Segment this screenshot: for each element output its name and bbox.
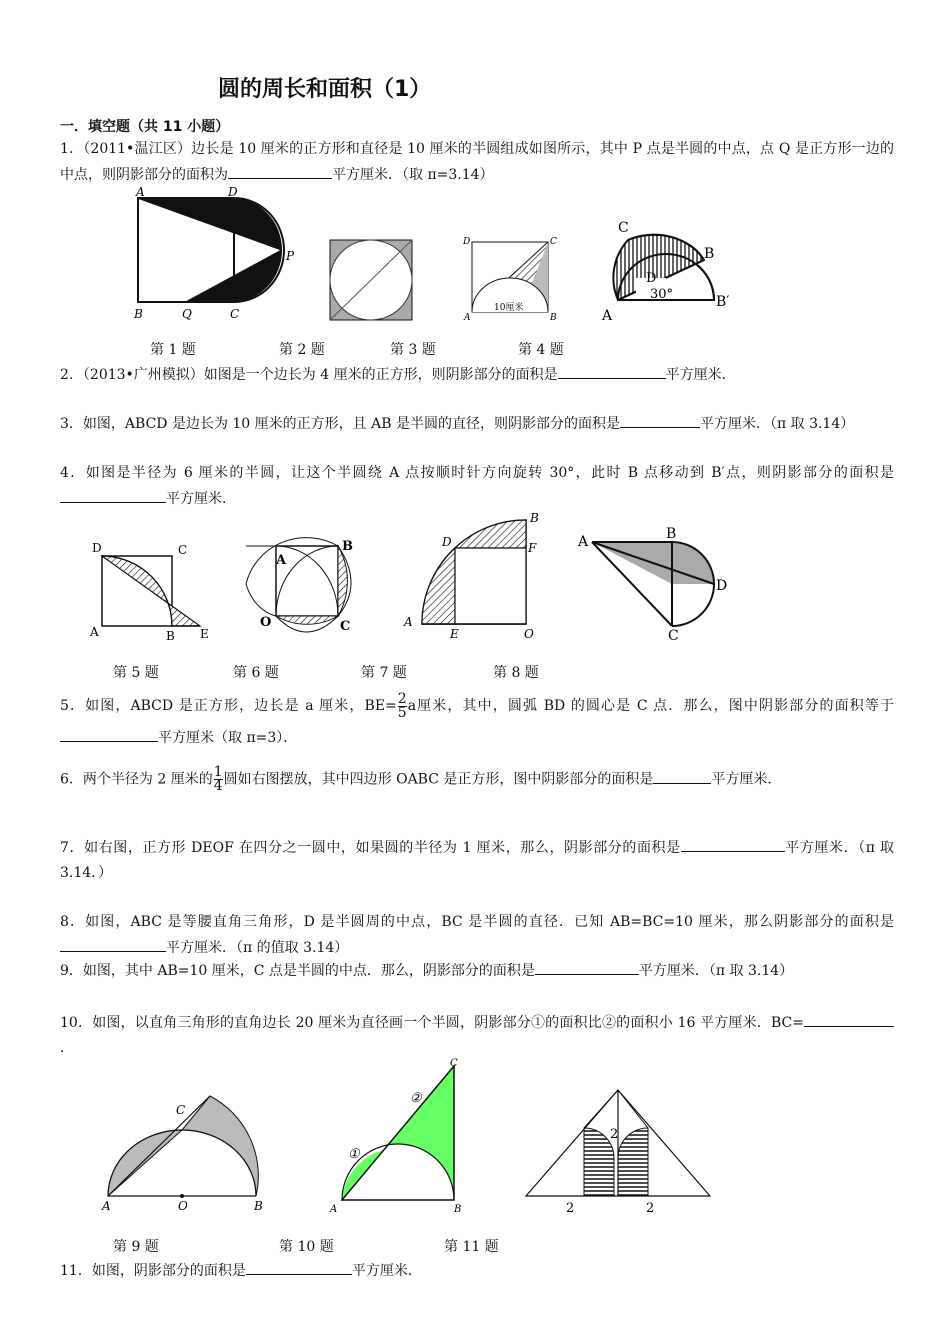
question-1-unit: 平方厘米．（取 π=3.14） — [332, 167, 494, 183]
fig5-label-a: A — [90, 625, 99, 639]
fig1-label-q: Q — [182, 307, 192, 321]
question-5-text: 5．如图，ABCD 是正方形，边长是 a 厘米，BE= — [60, 698, 397, 714]
fraction-numerator: 2 — [397, 690, 407, 707]
figure-9 — [96, 1088, 280, 1214]
caption-fig-11: 第 11 题 — [444, 1239, 499, 1255]
question-9-text: 9．如图，其中 AB=10 厘米，C 点是半圆的中点．那么，阴影部分的面积是 — [60, 963, 535, 979]
answer-blank-1[interactable] — [228, 162, 332, 179]
fig9-label-c: C — [176, 1103, 186, 1117]
figure-10 — [326, 1056, 472, 1216]
fig5-label-e: E — [200, 627, 209, 641]
caption-fig-2: 第 2 题 — [279, 342, 325, 358]
fig11-label-height: 2 — [610, 1127, 619, 1142]
figure-3 — [460, 234, 556, 326]
question-4-unit: 平方厘米． — [166, 491, 236, 507]
caption-fig-6: 第 6 题 — [233, 665, 279, 681]
fig1-label-d: D — [228, 185, 238, 199]
answer-blank-6[interactable] — [653, 767, 711, 784]
question-6-unit: 平方厘米． — [711, 771, 782, 788]
caption-fig-9: 第 9 题 — [113, 1239, 159, 1255]
fig4-label-b-prime: B′ — [716, 294, 730, 310]
question-10-unit: ． — [60, 1040, 74, 1056]
fig4-label-d: D — [646, 271, 657, 286]
fig8-label-a: A — [578, 534, 589, 550]
question-1-text: 1．（2011•温江区）边长是 10 厘米的正方形和直径是 10 厘米的半圆组成如图所示，其中 P 点是半圆的中点，点 Q 是正方形一边的中点，则阴影部分的面积为 — [60, 141, 894, 183]
fig6-label-a: A — [276, 553, 287, 568]
fig4-label-angle: 30° — [650, 287, 674, 302]
question-4 — [60, 461, 894, 512]
answer-blank-2[interactable] — [558, 362, 666, 379]
question-5 — [60, 690, 894, 754]
fig6-label-c: C — [340, 619, 351, 634]
caption-fig-1: 第 1 题 — [150, 342, 196, 358]
answer-blank-7[interactable] — [681, 835, 785, 852]
fig1-label-b: B — [134, 307, 143, 321]
question-6-text: 6．两个半径为 2 厘米的 — [60, 771, 213, 788]
fig9-label-a: A — [102, 1199, 111, 1213]
fig6-label-o: O — [260, 615, 272, 630]
fig10-label-c: C — [450, 1058, 458, 1069]
fig7-label-f: F — [528, 541, 537, 555]
caption-fig-4: 第 4 题 — [518, 342, 564, 358]
fig4-label-a: A — [602, 308, 613, 324]
fig3-label-a: A — [464, 313, 471, 323]
fig7-label-o: O — [524, 627, 534, 641]
fig7-label-e: E — [450, 627, 459, 641]
question-8-text: 8．如图，ABC 是等腰直角三角形，D 是半圆周的中点，BC 是半圆的直径．已知 AB=BC=10 厘米，那么阴影部分的面积是 — [60, 914, 894, 930]
fig8-label-b: B — [666, 526, 677, 542]
question-7 — [60, 835, 894, 886]
answer-blank-4[interactable] — [60, 486, 166, 503]
question-9-unit: 平方厘米．（π 取 3.14） — [638, 963, 794, 979]
question-11 — [60, 1258, 894, 1284]
fig1-label-a: A — [136, 185, 145, 199]
question-8-unit: 平方厘米．（π 的值取 3.14） — [166, 940, 349, 956]
fig1-label-c: C — [230, 307, 240, 321]
fig10-label-region-1: ① — [348, 1147, 360, 1162]
fig5-label-c: C — [178, 543, 188, 557]
question-3-unit: 平方厘米．（π 取 3.14） — [699, 416, 855, 432]
question-2-unit: 平方厘米． — [665, 367, 736, 383]
figure-5 — [88, 536, 216, 642]
fig9-label-o: O — [178, 1199, 188, 1213]
fraction-denominator: 5 — [397, 704, 407, 721]
fig5-label-d: D — [92, 541, 102, 555]
fig3-label-b: B — [550, 313, 557, 323]
question-2 — [60, 362, 894, 388]
fraction-one-quarter — [214, 766, 223, 793]
fig6-label-b: B — [342, 539, 353, 554]
question-1 — [60, 137, 894, 188]
question-11-unit: 平方厘米． — [351, 1263, 422, 1279]
answer-blank-9[interactable] — [535, 958, 639, 975]
caption-fig-5: 第 5 题 — [113, 665, 159, 681]
fig4-label-c: C — [618, 220, 629, 236]
fig10-label-a: A — [330, 1204, 338, 1215]
section-heading: 一．填空题（共 11 小题） — [60, 119, 230, 135]
answer-blank-11[interactable] — [246, 1258, 352, 1275]
question-8 — [60, 910, 894, 961]
fraction-two-fifths — [397, 690, 407, 721]
figure-11 — [522, 1086, 714, 1216]
fig8-label-c: C — [668, 628, 679, 644]
question-11-text: 11．如图，阴影部分的面积是 — [60, 1263, 246, 1279]
fig11-label-right: 2 — [646, 1201, 655, 1216]
question-3 — [60, 411, 894, 437]
fig7-label-a: A — [404, 615, 413, 629]
caption-fig-8: 第 8 题 — [493, 665, 539, 681]
question-5-text-cont: a厘米，其中，圆弧 BD 的圆心是 C 点．那么，图中阴影部分的面积等于 — [407, 698, 895, 714]
answer-blank-3[interactable] — [620, 411, 700, 428]
fraction-numerator: 1 — [213, 764, 223, 780]
fig5-label-b: B — [166, 629, 175, 643]
question-5-unit: 平方厘米（取 π=3）． — [158, 730, 298, 746]
fig3-label-d: D — [463, 237, 471, 247]
question-7-text: 7．如右图，正方形 DEOF 在四分之一圆中，如果圆的半径为 1 厘米，那么，阴影部分的面积是 — [60, 840, 681, 856]
fig8-label-d: D — [716, 578, 728, 594]
question-7-unit: 平方厘米．（π 取 3.14．） — [60, 840, 894, 881]
caption-fig-10: 第 10 题 — [279, 1239, 334, 1255]
caption-fig-7: 第 7 题 — [361, 665, 407, 681]
figure-4 — [596, 210, 746, 326]
figure-8 — [576, 526, 736, 644]
figure-1 — [132, 185, 302, 322]
fig4-label-b: B — [704, 246, 715, 262]
question-10 — [60, 1010, 894, 1061]
question-9 — [60, 958, 894, 984]
figure-2 — [328, 238, 414, 322]
question-6 — [60, 766, 894, 793]
fig1-label-p: P — [286, 249, 295, 263]
fig10-label-b: B — [454, 1204, 462, 1215]
caption-fig-3: 第 3 题 — [390, 342, 436, 358]
figure-6 — [244, 524, 362, 648]
fig10-label-region-2: ② — [410, 1091, 422, 1106]
question-6-text-cont: 圆如右图摆放，其中四边形 OABC 是正方形，图中阴影部分的面积是 — [223, 771, 654, 788]
fig11-label-left: 2 — [566, 1201, 575, 1216]
fig9-label-b: B — [254, 1199, 263, 1213]
question-3-text: 3．如图，ABCD 是边长为 10 厘米的正方形，且 AB 是半圆的直径，则阴影部分的面积是 — [60, 416, 620, 432]
figure-7 — [400, 508, 550, 642]
fig3-label-length: 10厘米 — [494, 303, 524, 313]
fig7-label-b: B — [530, 511, 539, 525]
answer-blank-8[interactable] — [60, 935, 166, 952]
fig7-label-d: D — [442, 535, 452, 549]
question-10-text: 10．如图，以直角三角形的直角边长 20 厘米为直径画一个半圆，阴影部分①的面积比②的面积小 16 平方厘米．BC= — [60, 1015, 804, 1031]
question-4-text: 4．如图是半径为 6 厘米的半圆，让这个半圆绕 A 点按顺时针方向旋转 30°，此时 B 点移动到 B′点，则阴影部分的面积是 — [60, 465, 894, 481]
answer-blank-5[interactable] — [60, 725, 158, 742]
fraction-denominator: 4 — [213, 778, 223, 794]
page-title: 圆的周长和面积（1） — [218, 77, 432, 102]
fig3-label-c: C — [550, 237, 557, 247]
question-2-text: 2．（2013•广州模拟）如图是一个边长为 4 厘米的正方形，则阴影部分的面积是 — [60, 367, 558, 383]
answer-blank-10[interactable] — [804, 1010, 894, 1027]
